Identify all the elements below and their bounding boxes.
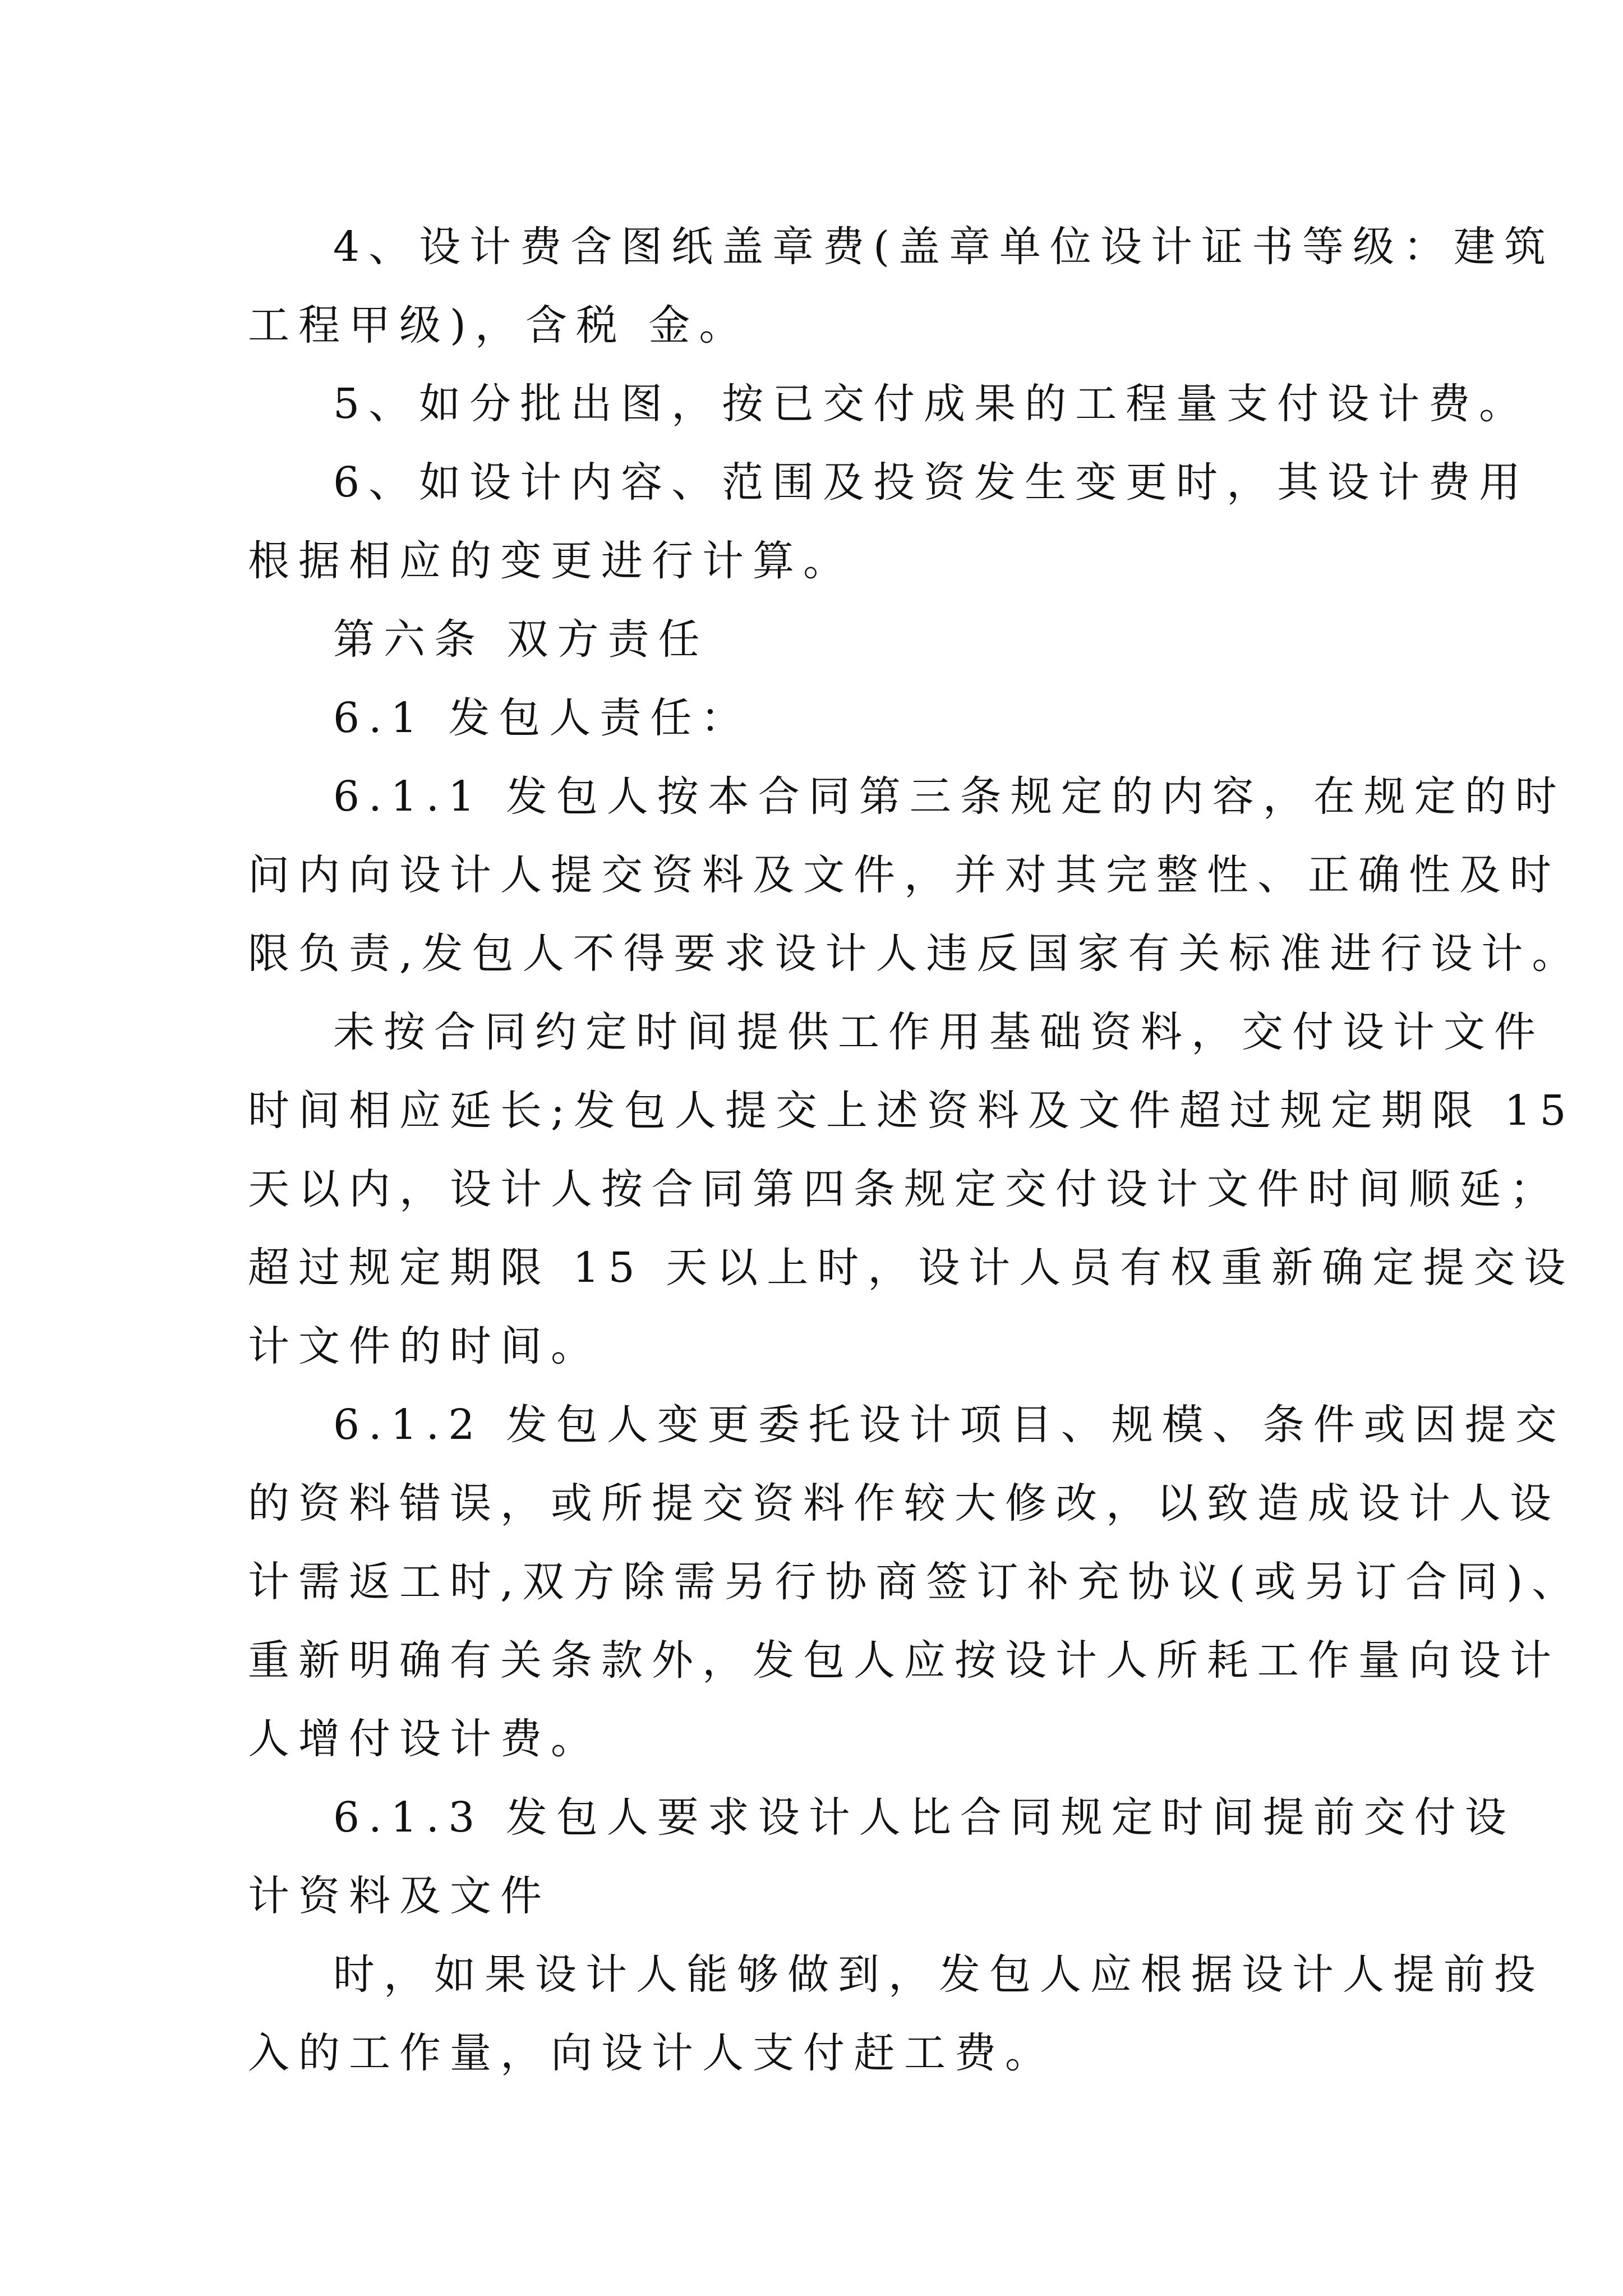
text-line: 计文件的时间。 [248, 1322, 601, 1370]
text-line: 入的工作量，向设计人支付赶工费。 [248, 2029, 1055, 2077]
text-line: 天以内，设计人按合同第四条规定交付设计文件时间顺延； [248, 1165, 1560, 1213]
text-line: 重新明确有关条款外，发包人应按设计人所耗工作量向设计 [248, 1636, 1560, 1685]
subsection-heading: 6.1 发包人责任： [333, 694, 751, 742]
text-line: 未按合同约定时间提供工作用基础资料，交付设计文件 [333, 1008, 1544, 1056]
text-line: 时，如果设计人能够做到，发包人应根据设计人提前投 [333, 1950, 1544, 1999]
text-line: 超过规定期限 15 天以上时，设计人员有权重新确定提交设 [248, 1244, 1575, 1292]
text-line: 人增付设计费。 [248, 1715, 601, 1763]
text-line: 计资料及文件 [248, 1872, 551, 1920]
text-line: 工程甲级)，含税 金。 [248, 301, 750, 349]
document-body [248, 208, 1583, 2092]
text-line: 6.1.1 发包人按本合同第三条规定的内容，在规定的时 [333, 772, 1566, 821]
text-line: 5、如分批出图，按已交付成果的工程量支付设计费。 [333, 380, 1530, 428]
text-line: 限负责,发包人不得要求设计人违反国家有关标准进行设计。 [248, 930, 1583, 978]
text-line: 6、如设计内容、范围及投资发生变更时，其设计费用 [333, 458, 1530, 507]
text-line: 4、设计费含图纸盖章费(盖章单位设计证书等级：建筑 [333, 223, 1555, 271]
text-line: 计需返工时,双方除需另行协商签订补充协议(或另订合同)、 [248, 1558, 1583, 1606]
text-line: 根据相应的变更进行计算。 [248, 537, 854, 585]
text-line: 6.1.3 发包人要求设计人比合同规定时间提前交付设 [333, 1793, 1515, 1842]
text-line: 的资料错误，或所提交资料作较大修改，以致造成设计人设 [248, 1479, 1560, 1527]
section-heading: 第六条 双方责任 [333, 615, 709, 664]
text-line: 6.1.2 发包人变更委托设计项目、规模、条件或因提交 [333, 1401, 1566, 1449]
text-line: 时间相应延长;发包人提交上述资料及文件超过规定期限 15 [248, 1087, 1575, 1135]
text-line: 问内向设计人提交资料及文件，并对其完整性、正确性及时 [248, 851, 1560, 899]
